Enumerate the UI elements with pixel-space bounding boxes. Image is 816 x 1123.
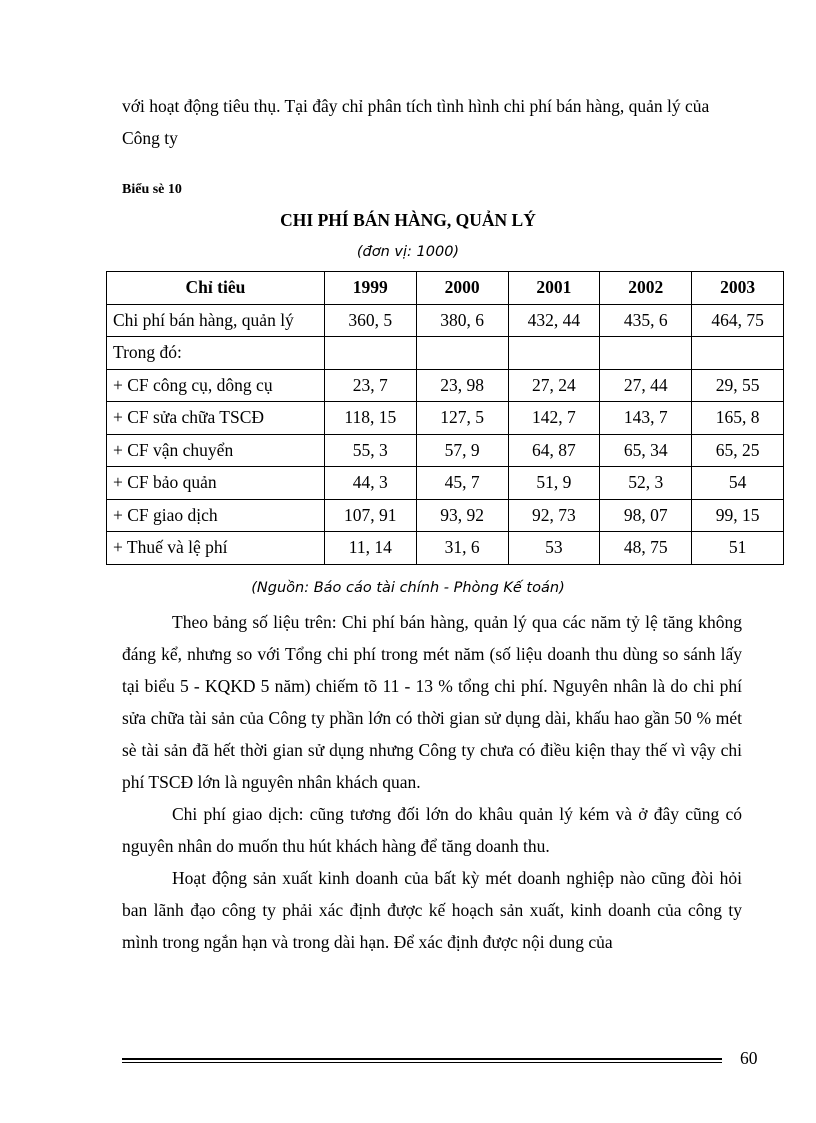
table-row — [107, 532, 784, 565]
table-cell: 23, 7 — [324, 369, 416, 402]
body-paragraph: Chi phí giao dịch: cũng tương đối lớn do khâu quản lý kém và ở đây cũng có nguyên nhân do muốn thu hút khách hàng để tăng doanh thu. — [122, 804, 742, 856]
row-label: + CF bảo quản — [107, 467, 325, 500]
table-row — [107, 467, 784, 500]
figure-label: Biểu sè 10 — [122, 182, 182, 197]
table-cell: 51, 9 — [508, 467, 600, 500]
row-label: + CF vận chuyển — [107, 434, 325, 467]
table-cell: 31, 6 — [416, 532, 508, 565]
table-cell: 92, 73 — [508, 499, 600, 532]
table-cell: 23, 98 — [416, 369, 508, 402]
table-cell: 93, 92 — [416, 499, 508, 532]
table-cell: 127, 5 — [416, 402, 508, 435]
table-row — [107, 337, 784, 370]
table-cell — [324, 337, 416, 370]
table-cell: 107, 91 — [324, 499, 416, 532]
table-cell: 52, 3 — [600, 467, 692, 500]
table-cell: 143, 7 — [600, 402, 692, 435]
table-cell: 432, 44 — [508, 304, 600, 337]
row-label: Chi phí bán hàng, quản lý — [107, 304, 325, 337]
row-label: + CF công cụ, dông cụ — [107, 369, 325, 402]
header-cell: 2000 — [416, 272, 508, 305]
header-cell: 1999 — [324, 272, 416, 305]
page-number: 60 — [740, 1048, 758, 1068]
table-cell: 464, 75 — [692, 304, 784, 337]
body-paragraph: Theo bảng số liệu trên: Chi phí bán hàng, quản lý qua các năm tỷ lệ tăng không đáng kể, nhưng so với Tổng chi phí trong mét năm (số liệu doanh thu dùng so sánh lấy tại biểu 5 - KQKD 5 năm) chiếm tõ 11 - 13 % tổng chi phí. Nguyên nhân là do chi phí sửa chữa tài sản của Công ty phần lớn có thời gian sử dụng dài, khấu hao gần 50 % mét sè tài sản đã hết thời gian sử dụng nhưng Công ty chưa có điều kiện thay thế vì vậy chi phí TSCĐ lớn là nguyên nhân khách quan. — [122, 612, 742, 792]
table-cell: 65, 25 — [692, 434, 784, 467]
table-cell: 64, 87 — [508, 434, 600, 467]
table-row — [107, 434, 784, 467]
table-row — [107, 402, 784, 435]
table-cell: 53 — [508, 532, 600, 565]
table-cell — [508, 337, 600, 370]
table-cell: 48, 75 — [600, 532, 692, 565]
intro-paragraph: với hoạt động tiêu thụ. Tại đây chỉ phân tích tình hình chi phí bán hàng, quản lý của Công ty — [122, 96, 710, 148]
footer-divider — [122, 1058, 722, 1063]
table-header-row — [107, 272, 784, 305]
table-cell: 44, 3 — [324, 467, 416, 500]
table-source: (Nguồn: Báo cáo tài chính - Phòng Kế toán) — [251, 580, 565, 596]
header-cell: Chỉ tiêu — [107, 272, 325, 305]
table-row — [107, 369, 784, 402]
table-cell: 54 — [692, 467, 784, 500]
table-title: CHI PHÍ BÁN HÀNG, QUẢN LÝ — [280, 210, 536, 230]
table-cell: 118, 15 — [324, 402, 416, 435]
table-cell — [416, 337, 508, 370]
row-label: + CF sửa chữa TSCĐ — [107, 402, 325, 435]
table-cell: 27, 44 — [600, 369, 692, 402]
table-cell: 29, 55 — [692, 369, 784, 402]
table-cell: 98, 07 — [600, 499, 692, 532]
expense-table — [106, 271, 784, 565]
table-cell: 51 — [692, 532, 784, 565]
table-unit: (đơn vị: 1000) — [356, 244, 460, 260]
table-cell: 11, 14 — [324, 532, 416, 565]
table-cell: 65, 34 — [600, 434, 692, 467]
table-row — [107, 304, 784, 337]
table-cell: 45, 7 — [416, 467, 508, 500]
table-cell: 360, 5 — [324, 304, 416, 337]
row-label: Trong đó: — [107, 337, 325, 370]
table-cell: 57, 9 — [416, 434, 508, 467]
table-row — [107, 499, 784, 532]
table-cell: 435, 6 — [600, 304, 692, 337]
table-cell: 380, 6 — [416, 304, 508, 337]
table-cell: 165, 8 — [692, 402, 784, 435]
row-label: + CF giao dịch — [107, 499, 325, 532]
body-text — [122, 606, 742, 958]
table-cell: 142, 7 — [508, 402, 600, 435]
table-cell: 27, 24 — [508, 369, 600, 402]
table-cell — [692, 337, 784, 370]
row-label: + Thuế và lệ phí — [107, 532, 325, 565]
table-cell: 55, 3 — [324, 434, 416, 467]
header-cell: 2003 — [692, 272, 784, 305]
table-cell — [600, 337, 692, 370]
table-cell: 99, 15 — [692, 499, 784, 532]
body-paragraph: Hoạt động sản xuất kinh doanh của bất kỳ mét doanh nghiệp nào cũng đòi hỏi ban lãnh đạo công ty phải xác định được kế hoạch sản xuất, kinh doanh của công ty mình trong ngắn hạn và trong dài hạn. Để xác định được nội dung của — [122, 868, 742, 952]
header-cell: 2002 — [600, 272, 692, 305]
header-cell: 2001 — [508, 272, 600, 305]
